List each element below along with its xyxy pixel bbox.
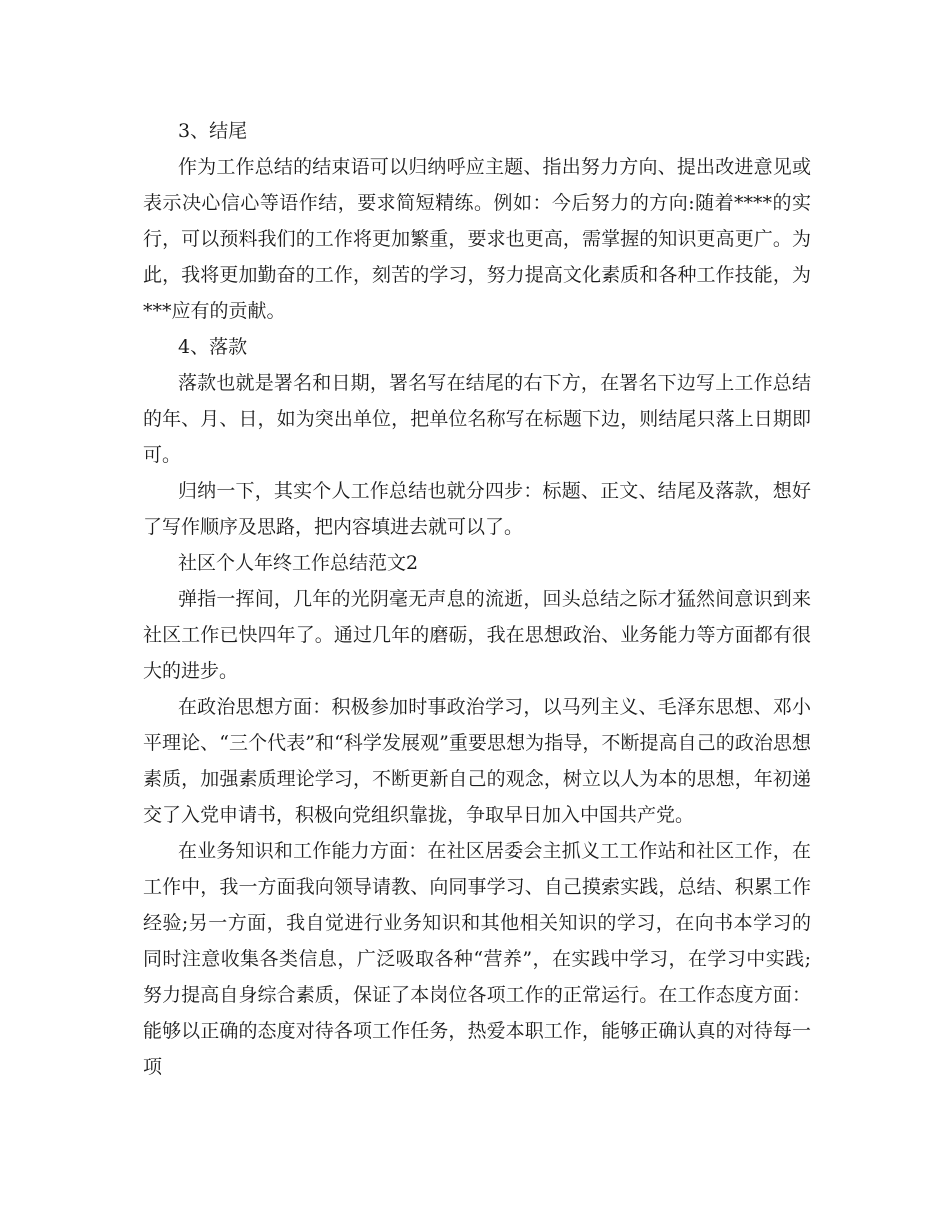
section-heading-ending: 3、结尾	[178, 120, 248, 142]
paragraph-work-ability: 在业务知识和工作能力方面：在社区居委会主抓义工工作站和社区工作，在工作中，我一方面我向领导请教、向同事学习、自己摸索实践，总结、积累工作经验;另一方面，我自觉进行业务知识和其他相关知识的学习，在向书本学习的同时注意收集各类信息，广泛吸取各种“营养”，在实践中学习，在学习中实践;努力提高自身综合素质，保证了本岗位各项工作的正常运行。在工作态度方面：能够以正确的态度对待各项工作任务，热爱本职工作，能够正确认真的对待每一项	[143, 840, 811, 1078]
section-heading-signature: 4、落款	[178, 336, 248, 358]
paragraph-political: 在政治思想方面：积极参加时事政治学习，以马列主义、毛泽东思想、邓小平理论、“三个代表”和“科学发展观”重要思想为指导，不断提高自己的政治思想素质，加强素质理论学习，不断更新自己的观念，树立以人为本的思想，年初递交了入党申请书，积极向党组织靠拢，争取早日加入中国共产党。	[143, 696, 811, 826]
paragraph-intro: 弹指一挥间，几年的光阴毫无声息的流逝，回头总结之际才猛然间意识到来社区工作已快四年了。通过几年的磨砺，我在思想政治、业务能力等方面都有很大的进步。	[143, 588, 811, 682]
paragraph-summary: 归纳一下，其实个人工作总结也就分四步：标题、正文、结尾及落款，想好了写作顺序及思路，把内容填进去就可以了。	[143, 480, 811, 538]
paragraph-signature-body: 落款也就是署名和日期，署名写在结尾的右下方，在署名下边写上工作总结的年、月、日，如为突出单位，把单位名称写在标题下边，则结尾只落上日期即可。	[143, 372, 811, 466]
paragraph-ending-body: 作为工作总结的结束语可以归纳呼应主题、指出努力方向、提出改进意见或表示决心信心等语作结，要求简短精练。例如：今后努力的方向:随着****的实行，可以预料我们的工作将更加繁重，要求也更高，需掌握的知识更高更广。为此，我将更加勤奋的工作，刻苦的学习，努力提高文化素质和各种工作技能，为***应有的贡献。	[143, 156, 811, 322]
document-page	[143, 113, 811, 1085]
section-heading-sample-2: 社区个人年终工作总结范文2	[178, 552, 419, 574]
